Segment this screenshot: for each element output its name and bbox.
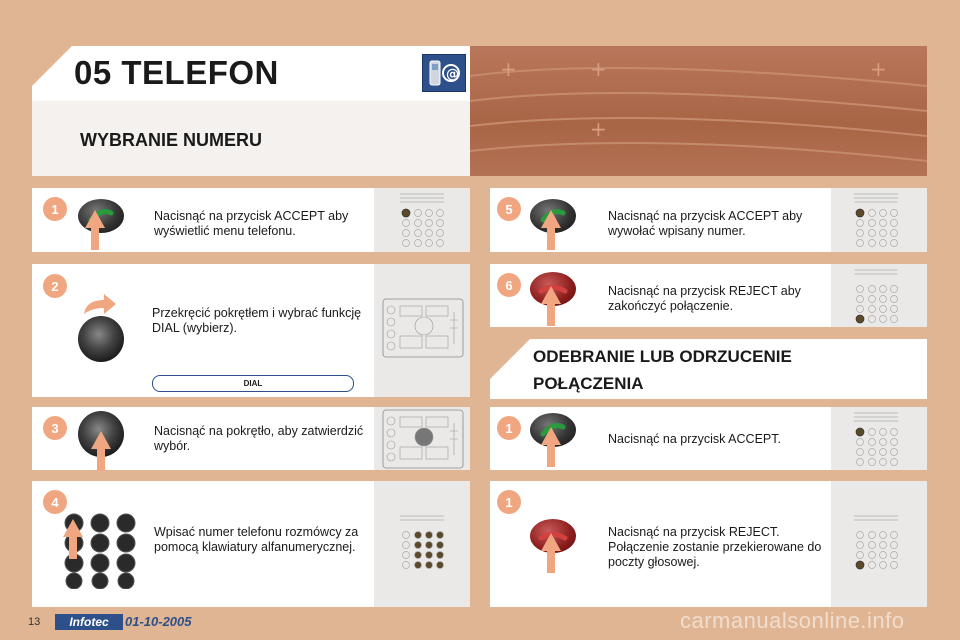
edition-date: 01-10-2005 <box>125 614 192 629</box>
svg-text:@: @ <box>446 67 459 82</box>
step-number-badge: 5 <box>497 197 521 221</box>
mini-keypad-icon <box>398 191 446 249</box>
rotary-knob-icon <box>78 316 124 362</box>
step-panel-3 <box>32 407 470 470</box>
section2-title-line1: ODEBRANIE LUB ODRZUCENIE <box>533 347 792 366</box>
brand-logo: Infotec <box>55 614 123 630</box>
section2-title <box>533 343 792 397</box>
up-arrow-icon <box>540 427 562 467</box>
section-title: WYBRANIE NUMERU <box>80 130 262 150</box>
step-panel-5 <box>490 188 927 252</box>
step-text: Nacisnąć na przycisk ACCEPT aby wywołać wpisany numer. <box>608 209 803 238</box>
step-number-badge: 2 <box>43 274 67 298</box>
mini-keypad-icon <box>398 513 446 571</box>
radio-unit-icon <box>382 298 464 358</box>
page-number: 13 <box>28 616 41 628</box>
step-panel-1 <box>32 188 470 252</box>
svg-text:+: + <box>500 57 517 81</box>
step-panel-4 <box>32 481 470 607</box>
up-arrow-icon <box>540 533 562 573</box>
step-number-badge: 1 <box>497 416 521 440</box>
step-text: Nacisnąć na przycisk ACCEPT aby wyświetlić menu telefonu. <box>154 209 349 238</box>
step-number-badge: 6 <box>497 273 521 297</box>
radio-unit-icon <box>382 409 464 469</box>
step-panel-accept <box>490 407 927 470</box>
mini-keypad-icon <box>852 513 900 571</box>
step-number-badge: 1 <box>43 197 67 221</box>
step-text: Przekręcić pokrętłem i wybrać funkcję DIAL (wybierz). <box>152 306 362 335</box>
step-text: Nacisnąć na przycisk REJECT aby zakończyć połączenie. <box>608 284 801 313</box>
rotate-arrow-icon <box>82 294 116 316</box>
section2-title-line2: POŁĄCZENIA <box>533 374 644 393</box>
page-title: 05 TELEFON <box>74 54 279 91</box>
phone-email-icon <box>422 54 466 92</box>
svg-text:+: + <box>590 57 607 81</box>
up-arrow-icon <box>84 210 106 250</box>
svg-text:+: + <box>870 57 887 81</box>
step-number-badge: 1 <box>497 490 521 514</box>
step-panel-6 <box>490 264 927 327</box>
step-text: Wpisać numer telefonu rozmówcy za pomocą klawiatury alfanumerycznej. <box>154 525 359 554</box>
watermark: carmanualsonline.info <box>680 608 905 633</box>
step-text: Nacisnąć na przycisk ACCEPT. <box>608 432 781 446</box>
svg-text:+: + <box>590 117 607 141</box>
step-number-badge: 4 <box>43 490 67 514</box>
header-photo <box>470 46 927 176</box>
up-arrow-icon <box>62 519 84 559</box>
step-panel-reject <box>490 481 927 607</box>
up-arrow-icon <box>90 431 112 471</box>
mini-keypad-icon <box>852 410 900 468</box>
up-arrow-icon <box>540 210 562 250</box>
dial-label-badge: DIAL <box>152 375 354 392</box>
up-arrow-icon <box>540 286 562 326</box>
mini-keypad-icon <box>852 267 900 325</box>
step-text: Nacisnąć na przycisk REJECT. Połączenie zostanie przekierowane do poczty głosowej. <box>608 525 822 569</box>
step-text: Nacisnąć na pokrętło, aby zatwierdzić wybór. <box>154 424 364 453</box>
mini-keypad-icon <box>852 191 900 249</box>
step-number-badge: 3 <box>43 416 67 440</box>
